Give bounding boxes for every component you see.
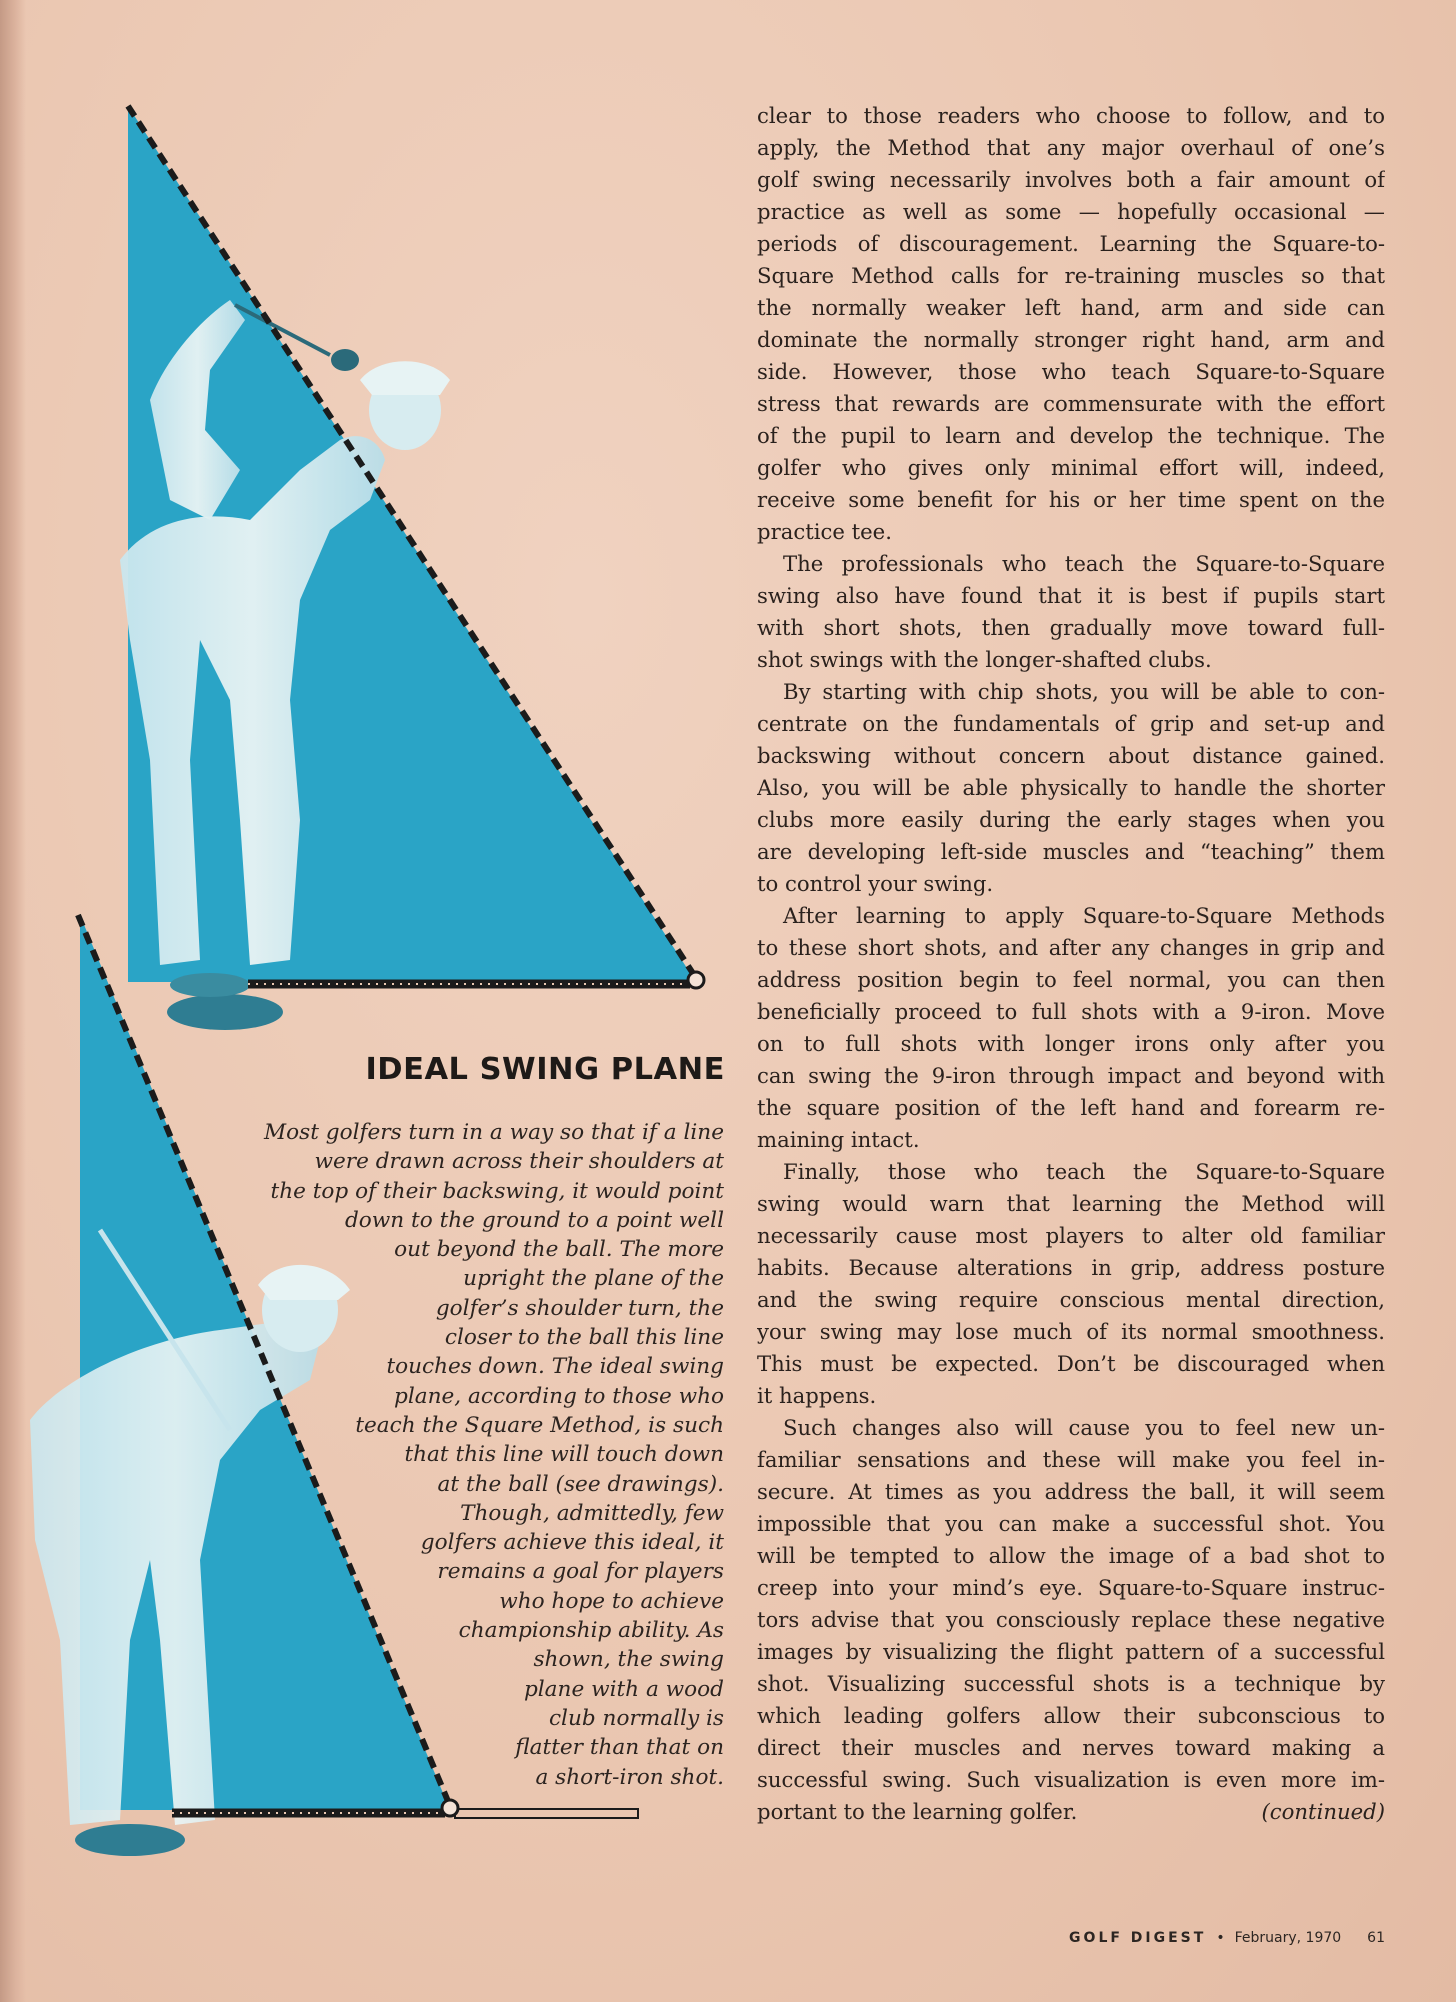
- article-line: dominate the normally stronger right hand, arm and: [757, 327, 1385, 352]
- article-line: the square position of the left hand and forearm re-: [757, 1095, 1385, 1120]
- caption-line: championship ability. As: [458, 1618, 724, 1644]
- article-line: Finally, those who teach the Square-to-Square: [783, 1159, 1385, 1184]
- article-line: are developing left-side muscles and “teaching” them: [757, 839, 1385, 864]
- caption-line: the top of their backswing, it would point: [270, 1178, 724, 1204]
- article-line: The professionals who teach the Square-to-Square: [783, 551, 1385, 576]
- page-footer: [1000, 1930, 1385, 1946]
- article-line: golf swing necessarily involves both a fair amount of: [757, 167, 1385, 192]
- article-line: clear to those readers who choose to follow, and to: [757, 103, 1385, 128]
- article-line: of the pupil to learn and develop the technique. The: [757, 423, 1385, 448]
- caption-line: teach the Square Method, is such: [355, 1412, 724, 1438]
- article-line: backswing without concern about distance gained.: [757, 743, 1385, 768]
- caption-line: at the ball (see drawings).: [437, 1471, 724, 1497]
- article-line: tors advise that you consciously replace these negative: [757, 1607, 1385, 1632]
- caption-line: plane with a wood: [523, 1676, 724, 1702]
- caption-line: golfer’s shoulder turn, the: [435, 1295, 724, 1321]
- caption-line: Though, admittedly, few: [460, 1500, 724, 1526]
- continued-label: (continued): [1261, 1799, 1385, 1824]
- article-line: apply, the Method that any major overhaul of one’s: [757, 135, 1385, 160]
- article-line: and the swing require conscious mental direction,: [757, 1287, 1385, 1312]
- caption-line: were drawn across their shoulders at: [314, 1149, 724, 1175]
- caption-line: touches down. The ideal swing: [386, 1354, 724, 1380]
- article-line: centrate on the fundamentals of grip and set-up and: [757, 711, 1385, 736]
- article-line: the normally weaker left hand, arm and side can: [757, 295, 1385, 320]
- article-line: will be tempted to allow the image of a bad shot to: [757, 1543, 1385, 1568]
- article-line: By starting with chip shots, you will be able to con-: [783, 679, 1385, 704]
- page-number: 61: [1367, 1930, 1385, 1946]
- caption-line: remains a goal for players: [437, 1559, 724, 1585]
- article-line: Also, you will be able physically to handle the shorter: [757, 775, 1385, 800]
- article-line: stress that rewards are commensurate with the effort: [757, 391, 1385, 416]
- caption-line: golfers achieve this ideal, it: [420, 1530, 724, 1556]
- article-line: which leading golfers allow their subconscious to: [757, 1703, 1385, 1728]
- article-line: with short shots, then gradually move toward full-: [757, 615, 1385, 640]
- article-line: successful swing. Such visualization is even more im-: [757, 1767, 1385, 1792]
- caption-line: down to the ground to a point well: [344, 1207, 724, 1233]
- article-line: periods of discouragement. Learning the Square-to-: [757, 231, 1385, 256]
- caption-line: a short-iron shot.: [535, 1764, 724, 1790]
- article-line: on to full shots with longer irons only after you: [757, 1031, 1385, 1056]
- ball-marker-top: [688, 972, 704, 988]
- golfer-wood-club-illustration: [120, 106, 704, 1030]
- caption-line: who hope to achieve: [499, 1588, 724, 1614]
- article-line: address position begin to feel normal, you can then: [757, 967, 1385, 992]
- article-line: can swing the 9-iron through impact and beyond with: [757, 1063, 1385, 1088]
- article-line: Such changes also will cause you to feel new un-: [783, 1415, 1385, 1440]
- article-line: impossible that you can make a successful shot. You: [757, 1511, 1385, 1536]
- article-line: [757, 1796, 1385, 1828]
- article-line: shot. Visualizing successful shots is a technique by: [757, 1671, 1385, 1696]
- caption-line: that this line will touch down: [404, 1442, 724, 1468]
- footer-separator: •: [1216, 1930, 1225, 1946]
- article-line: creep into your mind’s eye. Square-to-Square instruc-: [757, 1575, 1385, 1600]
- article-line-text: portant to the learning golfer.: [757, 1799, 1078, 1824]
- article-line: images by visualizing the flight pattern of a successful: [757, 1639, 1385, 1664]
- footer-date: February, 1970: [1234, 1930, 1342, 1946]
- article-line: After learning to apply Square-to-Square Methods: [783, 903, 1385, 928]
- article-line: secure. At times as you address the ball, it will seem: [757, 1479, 1385, 1504]
- footer-publication: GOLF DIGEST: [1069, 1930, 1207, 1946]
- article-line: golfer who gives only minimal effort will, indeed,: [757, 455, 1385, 480]
- caption-line: Most golfers turn in a way so that if a line: [264, 1120, 724, 1145]
- caption-line: shown, the swing: [533, 1647, 724, 1673]
- article-line: beneficially proceed to full shots with a 9-iron. Move: [757, 999, 1385, 1024]
- article-line: This must be expected. Don’t be discouraged when: [757, 1351, 1385, 1376]
- article-line: shot swings with the longer-shafted clubs.: [757, 647, 1212, 672]
- caption-line: plane, according to those who: [394, 1383, 724, 1409]
- article-line: practice tee.: [757, 519, 892, 544]
- sidebar-caption: [230, 1118, 724, 1792]
- sidebar-heading: IDEAL SWING PLANE: [365, 1052, 725, 1087]
- article-line: to control your swing.: [757, 871, 994, 896]
- article-line: it happens.: [757, 1383, 877, 1408]
- article-line: receive some benefit for his or her time spent on the: [757, 487, 1385, 512]
- caption-line: closer to the ball this line: [444, 1325, 724, 1351]
- caption-line: club normally is: [548, 1705, 724, 1731]
- article-line: necessarily cause most players to alter old familiar: [757, 1223, 1385, 1248]
- article-line: familiar sensations and these will make you feel in-: [757, 1447, 1385, 1472]
- caption-line: out beyond the ball. The more: [394, 1237, 724, 1263]
- article-line: clubs more easily during the early stages when you: [757, 807, 1385, 832]
- article-line: direct their muscles and nerves toward making a: [757, 1735, 1385, 1760]
- article-body: [757, 100, 1385, 1828]
- article-line: side. However, those who teach Square-to-Square: [757, 359, 1385, 384]
- article-line: maining intact.: [757, 1127, 920, 1152]
- article-line: Square Method calls for re-training muscles so that: [757, 263, 1385, 288]
- article-line: habits. Because alterations in grip, address posture: [757, 1255, 1385, 1280]
- article-line: practice as well as some — hopefully occasional —: [757, 199, 1385, 224]
- ground-line-extension: [455, 1809, 638, 1818]
- article-line: to these short shots, and after any changes in grip and: [757, 935, 1385, 960]
- ball-marker-bottom: [442, 1800, 458, 1816]
- caption-line: flatter than that on: [515, 1735, 724, 1761]
- article-line: swing also have found that it is best if pupils start: [757, 583, 1385, 608]
- article-line: your swing may lose much of its normal smoothness.: [757, 1319, 1385, 1344]
- article-line: swing would warn that learning the Method will: [757, 1191, 1385, 1216]
- caption-line: upright the plane of the: [463, 1266, 724, 1292]
